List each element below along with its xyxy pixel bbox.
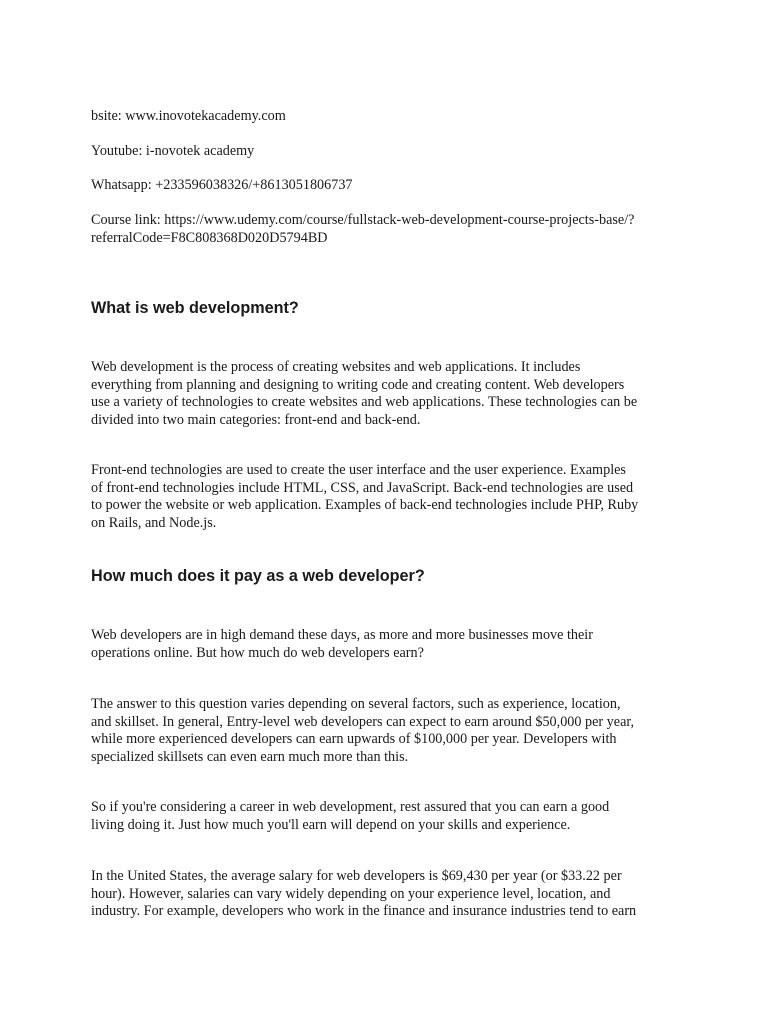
course-link-line: Course link: https://www.udemy.com/course/fullstack-web-development-course-projects-base/? <box>91 212 635 228</box>
paragraph-line: industry. For example, developers who work in the finance and insurance industries tend to earn <box>91 903 637 919</box>
paragraph-us-average-salary <box>91 868 681 921</box>
youtube-line: Youtube: i-novotek academy <box>91 143 255 159</box>
paragraph-line: In the United States, the average salary for web developers is $69,430 per year (or $33.22 per <box>91 868 622 884</box>
paragraph-line: divided into two main categories: front-end and back-end. <box>91 411 421 428</box>
paragraph-line: living doing it. Just how much you'll earn will depend on your skills and experience. <box>91 816 571 833</box>
paragraph-career-consideration <box>91 799 681 834</box>
paragraph-line: and skillset. In general, Entry-level web developers can expect to earn around $50,000 per year, <box>91 713 635 730</box>
paragraph-line: hour). However, salaries can vary widely depending on your experience level, location, and <box>91 885 611 902</box>
paragraph-line: Front-end technologies are used to create the user interface and the user experience. Examples <box>91 462 626 478</box>
paragraph-line: use a variety of technologies to create websites and web applications. These technologies can be <box>91 394 638 410</box>
paragraph-line: on Rails, and Node.js. <box>91 514 217 531</box>
paragraph-salary-factors <box>91 696 681 766</box>
paragraph-line: Web developers are in high demand these days, as more and more businesses move their <box>91 627 593 643</box>
paragraph-line: Web development is the process of creating websites and web applications. It includes <box>91 359 581 375</box>
course-link-line: referralCode=F8C808368D020D5794BD <box>91 229 328 246</box>
paragraph-line: everything from planning and designing to writing code and creating content. Web developers <box>91 376 625 393</box>
paragraph-front-back-end <box>91 462 681 532</box>
section-heading-web-development: What is web development? <box>91 299 299 317</box>
website-line: bsite: www.inovotekacademy.com <box>91 108 286 124</box>
whatsapp-line: Whatsapp: +233596038326/+8613051806737 <box>91 177 353 193</box>
paragraph-line: while more experienced developers can earn upwards of $100,000 per year. Developers with <box>91 731 617 747</box>
paragraph-line: to power the website or web application. Examples of back-end technologies include PHP, Ruby <box>91 497 639 513</box>
paragraph-line: specialized skillsets can even earn much more than this. <box>91 748 409 765</box>
paragraph-line: The answer to this question varies depending on several factors, such as experience, location, <box>91 696 621 712</box>
paragraph-line: operations online. But how much do web developers earn? <box>91 644 424 661</box>
paragraph-web-development-intro <box>91 359 681 429</box>
course-link <box>91 212 681 247</box>
paragraph-line: of front-end technologies include HTML, CSS, and JavaScript. Back-end technologies are used <box>91 479 634 496</box>
paragraph-high-demand <box>91 627 681 662</box>
section-heading-web-developer-pay: How much does it pay as a web developer? <box>91 567 425 585</box>
paragraph-line: So if you're considering a career in web development, rest assured that you can earn a good <box>91 799 610 815</box>
